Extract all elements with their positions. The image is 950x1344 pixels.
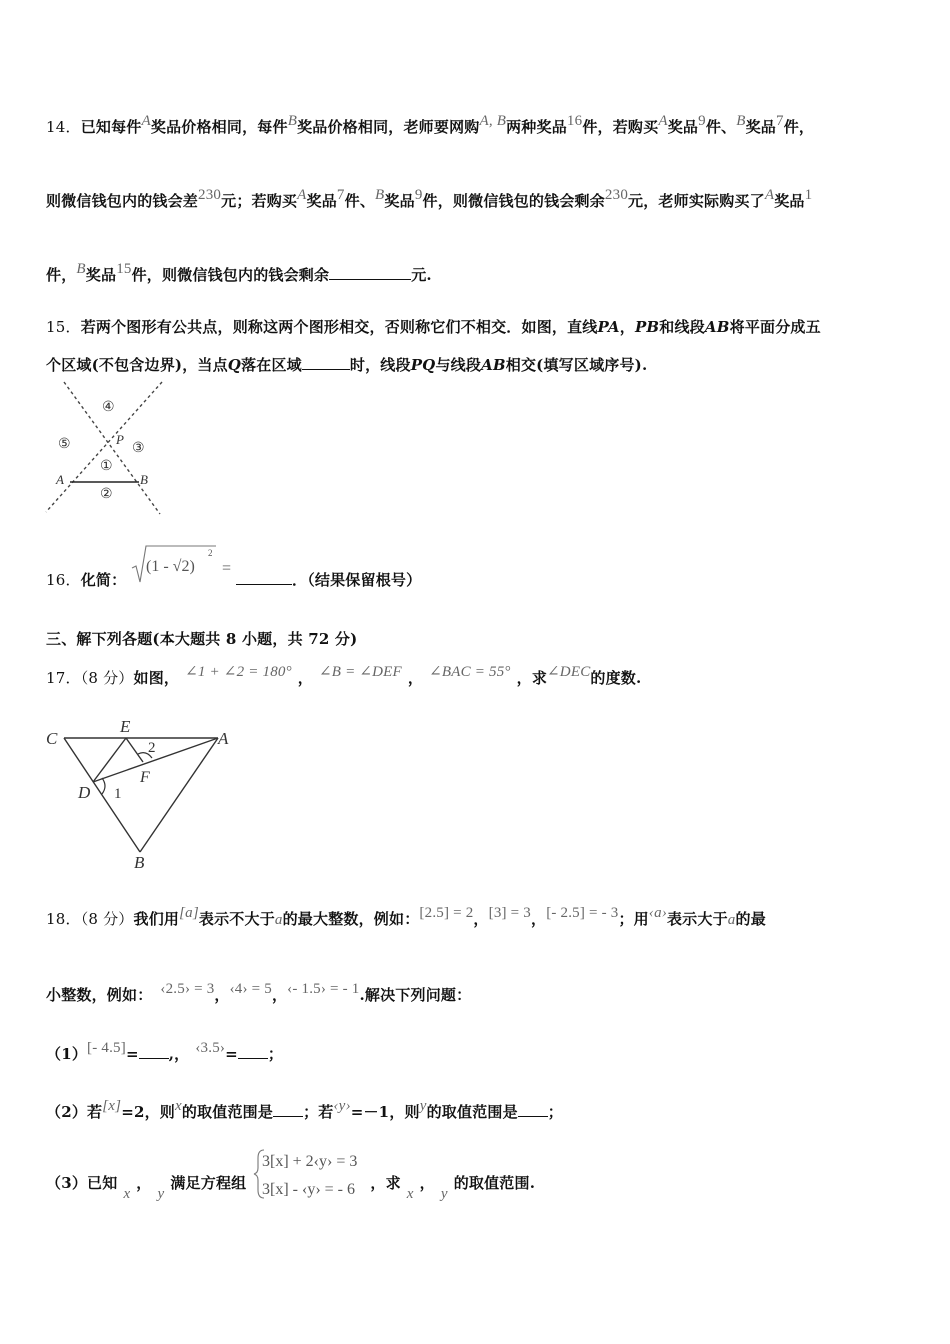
point-b-label: B <box>134 853 145 872</box>
q17-line: 17．（8 分）如图， ∠1 + ∠2 = 180° ， ∠B = ∠DEF ， ∠BAC = 55° ，求∠DEC的度数. <box>46 664 642 687</box>
answer-blank[interactable] <box>139 1044 169 1059</box>
point-c-label: C <box>46 729 58 748</box>
equation-2: 3[x] - ‹y› = - 6 <box>262 1181 355 1198</box>
question-number: 15． <box>46 318 81 336</box>
q17-figure <box>40 716 250 876</box>
section-title: 三、解下列各题(本大题共 8 小题，共 72 分) <box>46 630 358 648</box>
q14-line-3: 件，B奖品15件，则微信钱包内的钱会剩余 元. <box>46 261 432 284</box>
answer-blank[interactable] <box>302 355 350 370</box>
answer-blank[interactable] <box>273 1102 303 1117</box>
answer-blank[interactable] <box>238 1044 268 1059</box>
question-number: 17． <box>46 669 81 687</box>
q18-part-2: （2）若[x]=2，则x的取值范围是 ；若‹y›=－1，则y的取值范围是 ； <box>46 1098 563 1121</box>
equation-1: 3[x] + 2‹y› = 3 <box>262 1153 358 1170</box>
point-d-label: D <box>78 783 91 802</box>
q18-line-1: 18．（8 分）我们用[a]表示不大于a的最大整数，例如：[2.5] = 2，[3] = 3，[- 2.5] = - 3；用‹a›表示大于a的最 <box>46 905 766 928</box>
region-1-label: ① <box>100 459 113 474</box>
point-b-label: B <box>140 472 148 487</box>
q14-line-1: 14．已知每件A奖品价格相同，每件B奖品价格相同，老师要网购A, B两种奖品16件，若购买A奖品9件、B奖品7件， <box>46 113 815 136</box>
question-number: 16． <box>46 571 81 589</box>
question-number: 14． <box>46 118 81 136</box>
point-a-label: A <box>218 729 229 748</box>
point-f-label: F <box>140 769 150 786</box>
q15-line-2: 个区域(不包含边界)，当点Q落在区域 时，线段PQ与线段AB相交(填写区域序号). <box>46 356 648 374</box>
q16-tail: ．（结果保留根号） <box>236 569 421 590</box>
q14-line-2: 则微信钱包内的钱会差230元；若购买A奖品7件、B奖品9件，则微信钱包的钱会剩余230元，老师实际购买了A奖品1 <box>46 187 813 210</box>
target-angle: ∠DEC <box>547 664 591 680</box>
q18-part-1: （1）[- 4.5]= ,， ‹3.5›= ； <box>46 1040 284 1063</box>
question-number: 18． <box>46 910 81 928</box>
region-5-label: ⑤ <box>58 437 71 452</box>
answer-blank[interactable] <box>518 1102 548 1117</box>
q18-line-2: 小整数，例如： ‹2.5› = 3，‹4› = 5，‹- 1.5› = - 1.解决下列问题： <box>46 981 472 1004</box>
equals-sign: = <box>222 560 232 577</box>
angle-1-label: 1 <box>114 786 122 802</box>
q15-figure <box>40 378 170 518</box>
condition-1: ∠1 + ∠2 = 180° <box>185 664 292 680</box>
answer-blank[interactable] <box>236 570 292 585</box>
q18-part-3: （3）已知x，y满足方程组 ，求x，y的取值范围. <box>46 1174 536 1202</box>
radicand: (1 - √2) <box>146 558 195 575</box>
exponent: 2 <box>208 548 213 558</box>
angle-2-label: 2 <box>148 740 156 756</box>
region-4-label: ④ <box>102 400 115 415</box>
answer-blank[interactable] <box>329 265 411 280</box>
q15-line-1: 15．若两个图形有公共点，则称这两个图形相交，否则称它们不相交．如图，直线PA，PB和线段AB将平面分成五 <box>46 318 821 336</box>
condition-3: ∠BAC = 55° <box>429 664 511 680</box>
point-p-label: P <box>116 432 124 447</box>
region-2-label: ② <box>100 487 113 502</box>
equation-system <box>252 1146 382 1202</box>
condition-2: ∠B = ∠DEF <box>319 664 402 680</box>
point-e-label: E <box>120 717 131 736</box>
point-a-label: A <box>56 472 64 487</box>
q16-line: 16．化简： <box>46 571 127 589</box>
q16-radical-expression <box>130 540 240 586</box>
region-3-label: ③ <box>132 441 145 456</box>
